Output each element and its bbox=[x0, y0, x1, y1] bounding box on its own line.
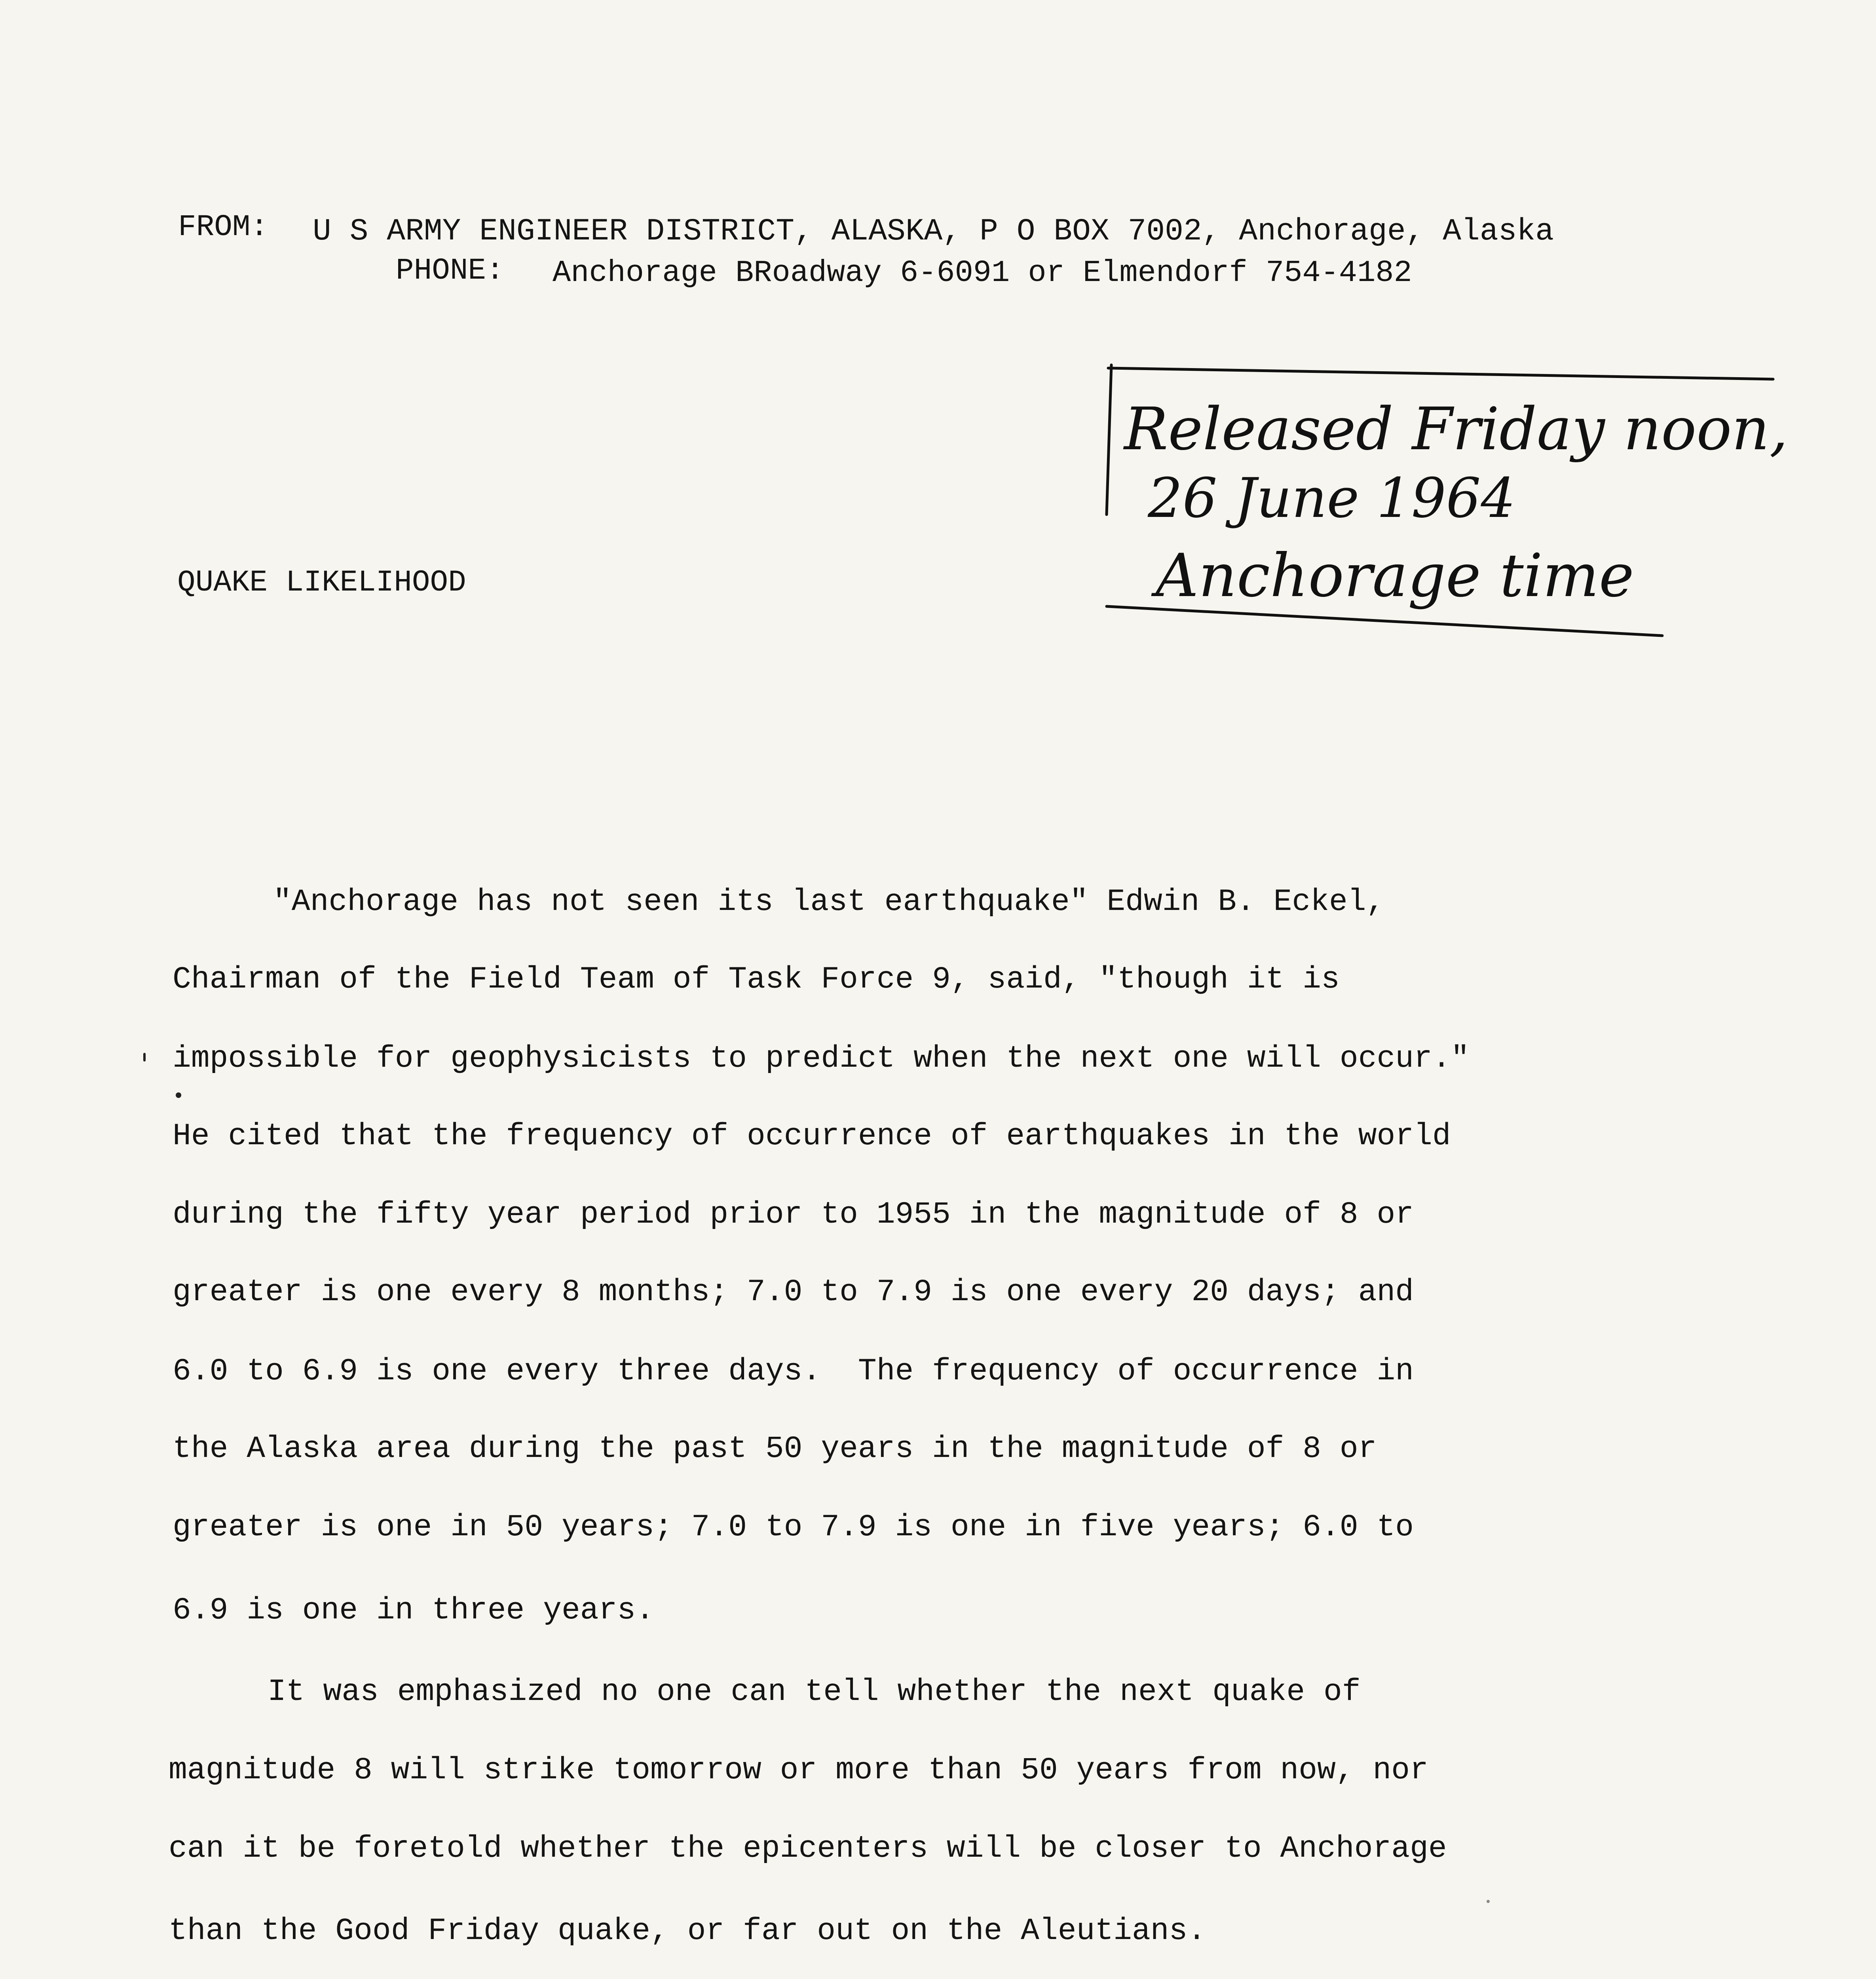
annotation-line-1: Released Friday noon, bbox=[1124, 395, 1788, 463]
body-line: greater is one in 50 years; 7.0 to 7.9 is one in five years; 6.0 to bbox=[173, 1510, 1414, 1545]
body-line: than the Good Friday quake, or far out on the Aleutians. bbox=[169, 1914, 1206, 1949]
body-line: can it be foretold whether the epicenters will be closer to Anchorage bbox=[169, 1831, 1447, 1866]
body-line: Chairman of the Field Team of Task Force 9, said, "though it is bbox=[173, 962, 1340, 997]
from-label: FROM: bbox=[178, 210, 269, 244]
body-line: It was emphasized no one can tell whether the next quake of bbox=[268, 1675, 1361, 1709]
annotation-line-2: 26 June 1964 bbox=[1148, 466, 1516, 530]
body-line: 6.0 to 6.9 is one every three days. The frequency of occurrence in bbox=[173, 1354, 1414, 1389]
speck bbox=[1487, 1900, 1490, 1903]
body-line: impossible for geophysicists to predict when the next one will occur." bbox=[173, 1041, 1470, 1076]
body-line: He cited that the frequency of occurrence of earthquakes in the world bbox=[173, 1119, 1451, 1154]
annotation-line-3: Anchorage time bbox=[1156, 541, 1634, 610]
page-title: QUAKE LIKELIHOOD bbox=[177, 566, 466, 600]
body-line: magnitude 8 will strike tomorrow or more than 50 years from now, nor bbox=[169, 1753, 1428, 1788]
body-line: the Alaska area during the past 50 years in the magnitude of 8 or bbox=[173, 1432, 1377, 1466]
phone-label: PHONE: bbox=[396, 254, 504, 288]
body-line: during the fifty year period prior to 1955 in the magnitude of 8 or bbox=[173, 1197, 1414, 1232]
body-line: 6.9 is one in three years. bbox=[173, 1593, 654, 1628]
body-line: greater is one every 8 months; 7.0 to 7.9 is one every 20 days; and bbox=[173, 1275, 1414, 1310]
phone-value: Anchorage BRoadway 6-6091 or Elmendorf 754-4182 bbox=[553, 256, 1412, 291]
speck bbox=[176, 1092, 181, 1098]
from-value: U S ARMY ENGINEER DISTRICT, ALASKA, P O BOX 7002, Anchorage, Alaska bbox=[313, 214, 1554, 249]
speck bbox=[143, 1053, 146, 1062]
body-line: "Anchorage has not seen its last earthquake" Edwin B. Eckel, bbox=[273, 885, 1385, 919]
